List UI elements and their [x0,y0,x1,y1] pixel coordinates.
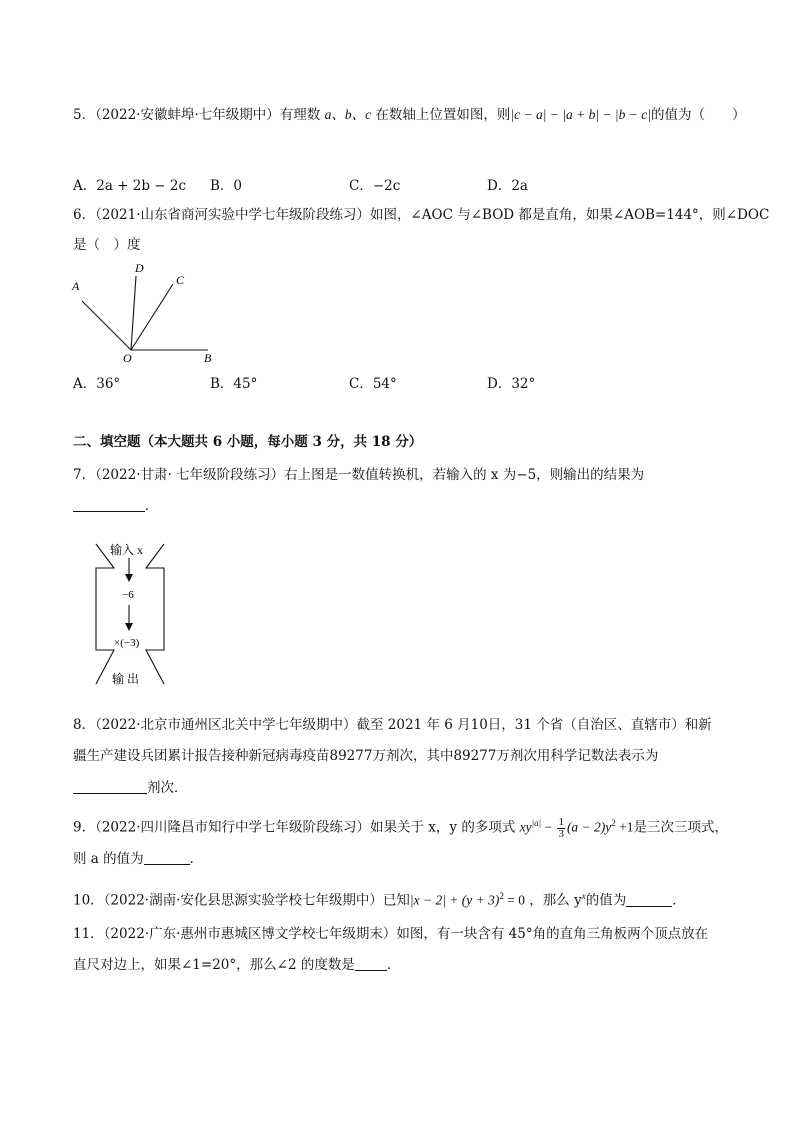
q10-answer-blank[interactable] [626,892,672,907]
section2-title: 二、填空题（本大题共 6 小题，每小题 3 分，共 18 分） [73,434,423,450]
q9-poly-exp2: 2 [611,818,616,828]
q8-number: 8． [73,717,96,733]
q11-line1 [73,925,708,943]
q10-exp-x: x [581,891,586,901]
q6-label-c: C [176,273,185,287]
q6-label-o: O [123,351,132,365]
q9-answer-blank[interactable] [144,850,190,865]
q5-text-c: 的值为（ ） [650,107,746,123]
q9-text-b: 是三次三项式， [633,819,729,836]
q5-expression: |c − a| − |a + b| − |b − c| [510,107,651,122]
q6-text1: 如图，∠AOC 与∠BOD 都是直角，如果∠AOB=144°，则∠DOC [370,207,770,223]
q11-end: ． [386,957,401,973]
q10-end: ． [672,892,686,909]
q8-end: 剂次． [147,780,188,796]
q5-option-b: B．0 [210,178,243,194]
q5-number: 5． [73,107,96,123]
q11-answer-blank[interactable] [355,956,387,971]
q6-source: （2021·山东省商河实验中学七年级阶段练习） [95,207,370,223]
q7-line2 [73,497,159,515]
q5-option-d: D．2a [487,178,528,194]
q7-end: ． [145,498,159,514]
q7-number: 7． [73,467,96,483]
q7-text: 右上图是一数值转换机，若输入的 x 为−5，则输出的结果为 [284,467,645,483]
q9-poly-c: (a − 2)y [566,819,612,835]
q9-end: ． [189,851,204,867]
q8-line1 [73,716,712,734]
q7-figure-output: 输 出 [112,672,140,686]
q10-expression: |x − 2| + (y + 3) [409,892,500,908]
q9-line1 [73,814,728,840]
q6-angle-figure [68,258,228,366]
q9-fraction [557,817,565,840]
q9-line2 [73,850,203,868]
q9-poly-a: xy [519,819,532,835]
q11-text2: 直尺对边上，如果∠1=20°，那么∠2 的度数是 [73,957,355,973]
q6-label-d: D [135,261,144,275]
q9-poly-minus: − [541,819,556,835]
q9-poly-d: +1 [615,819,634,835]
q6-option-c: C．54° [349,376,397,392]
q5-source: （2022·安徽蚌埠·七年级期中） [95,107,280,123]
q6-option-b: B．45° [210,376,258,392]
q7-answer-blank[interactable] [73,497,145,512]
q10-text-c: 的值为 [585,892,627,909]
q7-converter-figure [92,538,172,690]
q6-number: 6． [73,207,96,223]
q10-line [73,887,686,910]
q9-source: （2022·四川隆昌市知行中学七年级阶段练习） [95,819,370,836]
q8-line3 [73,779,188,797]
q7-figure-input: 输入 x [110,543,144,557]
q8-text1: 截至 2021 年 6 月10日，31 个省（自治区、直辖市）和新 [356,717,712,733]
q7-figure-step1: −6 [122,589,134,601]
q10-text-b: ，那么 y [529,892,582,909]
q5-option-c: C．−2c [349,178,401,194]
q6-option-a: A．36° [73,376,121,392]
q8-answer-blank[interactable] [73,779,147,794]
q9-frac-denominator: 3 [558,827,564,840]
q10-expression-b: = 0 [503,892,525,908]
q5-text-b: 在数轴上位置如图，则 [375,107,511,123]
q8-line2: 疆生产建设兵团累计报告接种新冠病毒疫苗89277万剂次，其中89277万剂次用科学记数法表示为 [73,748,659,764]
q5-vars: a、b、c [324,107,372,122]
q10-source: （2022·湖南·安化县思源实验学校七年级期中） [103,892,383,909]
q7-line1 [73,466,644,484]
q5-text-a: 有理数 [279,107,321,123]
q7-source: （2022·甘肃· 七年级阶段练习） [95,467,285,483]
q8-source: （2022·北京市通州区北关中学七年级期中） [95,717,357,733]
q7-figure-step2: ×(−3) [114,637,140,649]
q11-line2 [73,956,400,974]
q9-line2-text: 则 a 的值为 [73,851,144,867]
q6-label-b: B [204,351,212,365]
q9-poly-exp: |a| [531,818,542,828]
q5-line [73,106,745,124]
q6-label-a: A [72,279,80,293]
q6-option-d: D．32° [487,376,536,392]
q10-exp: 2 [499,891,504,901]
q10-number: 10． [73,892,104,909]
q9-text-a: 如果关于 x，y 的多项式 [370,819,516,836]
q11-number: 11． [73,926,104,942]
q6-line2: 是（ ）度 [73,237,141,253]
q5-option-a: A．2a + 2b − 2c [73,178,187,194]
q11-text1: 如图，有一块含有 45°角的直角三角板两个顶点放在 [396,926,709,942]
q11-source: （2022·广东·惠州市惠城区博文学校七年级期末） [103,926,397,942]
q9-number: 9． [73,819,96,836]
q10-text-a: 已知 [382,892,410,909]
q9-frac-numerator: 1 [558,815,564,828]
q6-line1 [73,206,769,224]
